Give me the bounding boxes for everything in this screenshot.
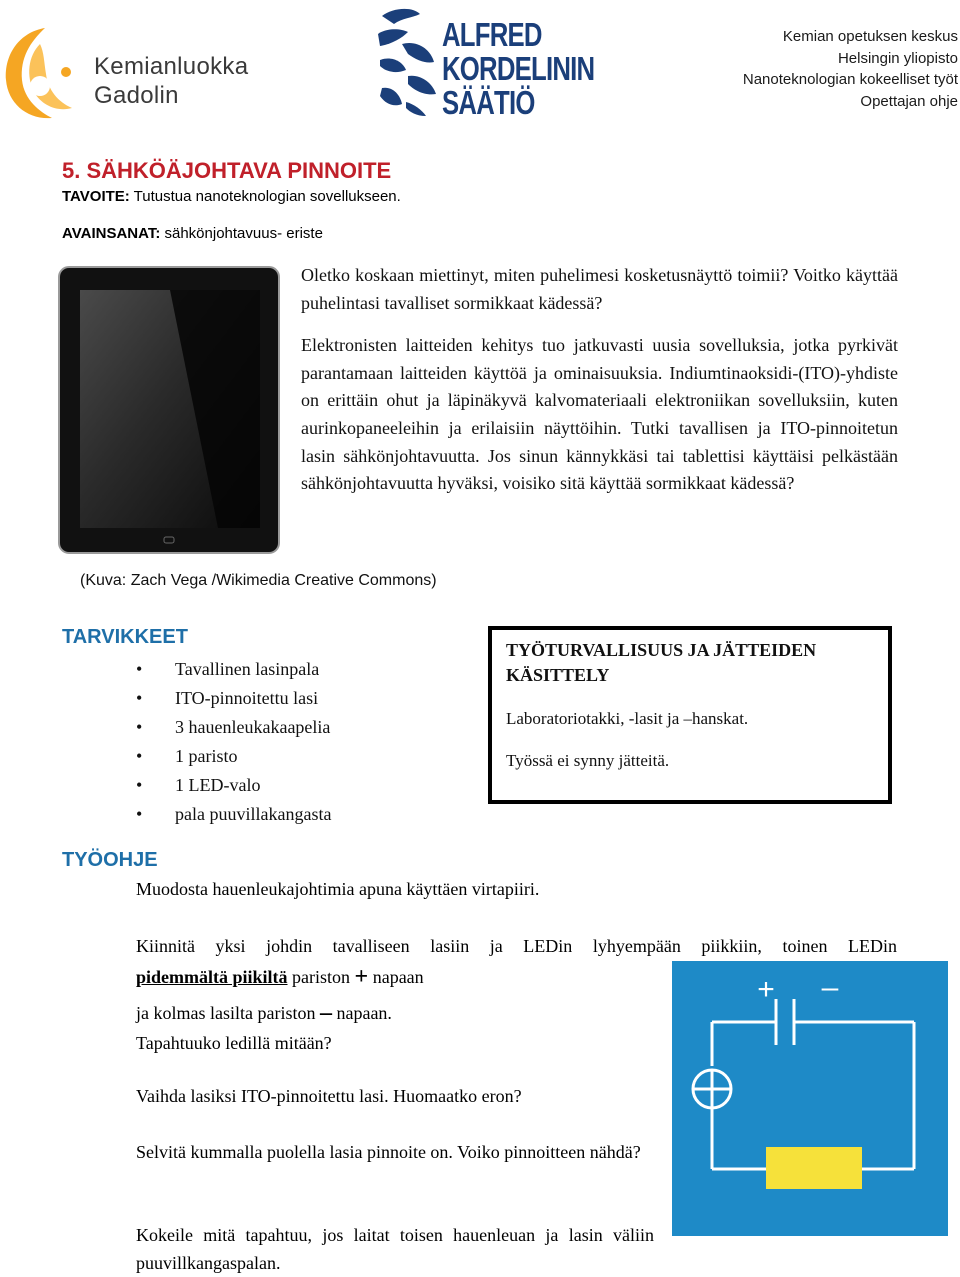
minus-symbol: – bbox=[319, 1000, 332, 1026]
text-span: napaan bbox=[368, 967, 424, 987]
logo-line: Gadolin bbox=[94, 82, 179, 109]
instruction-paragraph: Kiinnitä yksi johdin tavalliseen lasiin ja LEDin lyhyempään piikkiin, toinen LEDin bbox=[136, 936, 897, 956]
list-item: • 3 hauenleukakaapelia bbox=[136, 713, 331, 742]
image-caption: (Kuva: Zach Vega /Wikimedia Creative Commons) bbox=[80, 572, 437, 589]
logo-line: ALFRED bbox=[442, 16, 542, 53]
list-item: • Tavallinen lasinpala bbox=[136, 655, 331, 684]
header-line: Nanoteknologian kokeelliset työt bbox=[742, 71, 958, 88]
instruction-paragraph: Kokeile mitä tapahtuu, jos laitat toisen hauenleuan ja lasin väliin puuvillkangaspalan. bbox=[136, 1225, 654, 1273]
intro-paragraph: Oletko koskaan miettinyt, miten puhelimesi kosketusnäyttö toimii? Voitko käyttää puhelintasi tavalliset sormikkaat kädessä? bbox=[301, 265, 898, 313]
supplies-heading: TARVIKKEET bbox=[62, 626, 188, 648]
page-title: 5. SÄHKÖÄJOHTAVA PINNOITE bbox=[62, 158, 392, 183]
list-item: • ITO-pinnoitettu lasi bbox=[136, 684, 331, 713]
instructions-heading: TYÖOHJE bbox=[62, 849, 158, 871]
text-span: ja kolmas lasilta pariston bbox=[136, 1003, 320, 1023]
plus-symbol: + bbox=[757, 973, 775, 1006]
list-item: • pala puuvillakangasta bbox=[136, 800, 331, 829]
led-element bbox=[766, 1147, 862, 1189]
instruction-paragraph: Muodosta hauenleukajohtimia apuna käyttäen virtapiiri. bbox=[136, 879, 540, 899]
safety-box bbox=[488, 626, 892, 804]
safety-line: Työssä ei synny jätteitä. bbox=[506, 751, 670, 770]
instruction-paragraph bbox=[136, 998, 392, 1058]
header-info bbox=[743, 26, 958, 112]
list-item: • 1 paristo bbox=[136, 742, 331, 771]
instruction-paragraph: Selvitä kummalla puolella lasia pinnoite on. Voiko pinnoitteen nähdä? bbox=[136, 1142, 641, 1162]
logo-line: Kemianluokka bbox=[94, 53, 249, 80]
keywords-label: AVAINSANAT: bbox=[62, 225, 161, 242]
goal-label: TAVOITE: bbox=[62, 188, 130, 205]
goal-line bbox=[62, 188, 401, 205]
supplies-list bbox=[136, 655, 331, 829]
plus-symbol: + bbox=[354, 964, 369, 990]
instruction-paragraph: Vaihda lasiksi ITO-pinnoitettu lasi. Huomaatko eron? bbox=[136, 1086, 522, 1106]
keywords-line bbox=[62, 225, 323, 242]
safety-heading: TYÖTURVALLISUUS JA JÄTTEIDEN KÄSITTELY bbox=[506, 640, 817, 685]
list-item: • 1 LED-valo bbox=[136, 771, 331, 800]
keywords-text: sähkönjohtavuus- eriste bbox=[160, 225, 323, 242]
kordelin-logo-text bbox=[442, 18, 594, 120]
header-line: Opettajan ohje bbox=[860, 92, 958, 110]
underlined-text: pidemmältä piikiltä bbox=[136, 967, 288, 987]
kordelin-portrait-logo bbox=[372, 4, 442, 118]
tablet-image bbox=[58, 266, 280, 554]
gadolin-logo-mark bbox=[0, 22, 90, 122]
circuit-diagram bbox=[672, 961, 948, 1236]
safety-line: Laboratoriotakki, -lasit ja –hanskat. bbox=[506, 709, 749, 728]
text-span: pariston bbox=[287, 967, 355, 987]
header-line: Kemian opetuksen keskus bbox=[782, 28, 958, 45]
gadolin-logo-text bbox=[94, 52, 248, 110]
header-line: Helsingin yliopisto bbox=[837, 49, 958, 67]
intro-text bbox=[301, 262, 898, 513]
instruction-line: Tapahtuuko ledillä mitään? bbox=[136, 1033, 332, 1053]
logo-line: SÄÄTIÖ bbox=[442, 84, 535, 121]
intro-paragraph: Elektronisten laitteiden kehitys tuo jatkuvasti uusia sovelluksia, jotka pyrkivät parantamaan laitteiden käyttöä ja ominaisuuksia. Indiumtinaoksidi-(ITO)-yhdiste on erittäin ohut ja läpinäkyvä kalvomateriaali elektroniikan sovelluksiin, kuten aurinkopaneeleihin ja erilaisiin näyttöihin. Tutki tavallisen ja ITO-pinnoitetun lasin sähkönjohtavuutta. Jos sinun kännykkäsi tai tablettisi käyttäisi pelkästään sähkönjohtavuutta hyväksi, voisiko sitä käyttää sormikkaat kädessä? bbox=[301, 335, 898, 494]
minus-symbol: – bbox=[821, 971, 839, 1004]
logo-line: KORDELININ bbox=[442, 50, 595, 87]
goal-text: Tutustua nanoteknologian sovellukseen. bbox=[129, 188, 401, 205]
instruction-line bbox=[136, 998, 392, 1028]
text-span: napaan. bbox=[331, 1003, 392, 1023]
instruction-paragraph bbox=[136, 962, 424, 993]
